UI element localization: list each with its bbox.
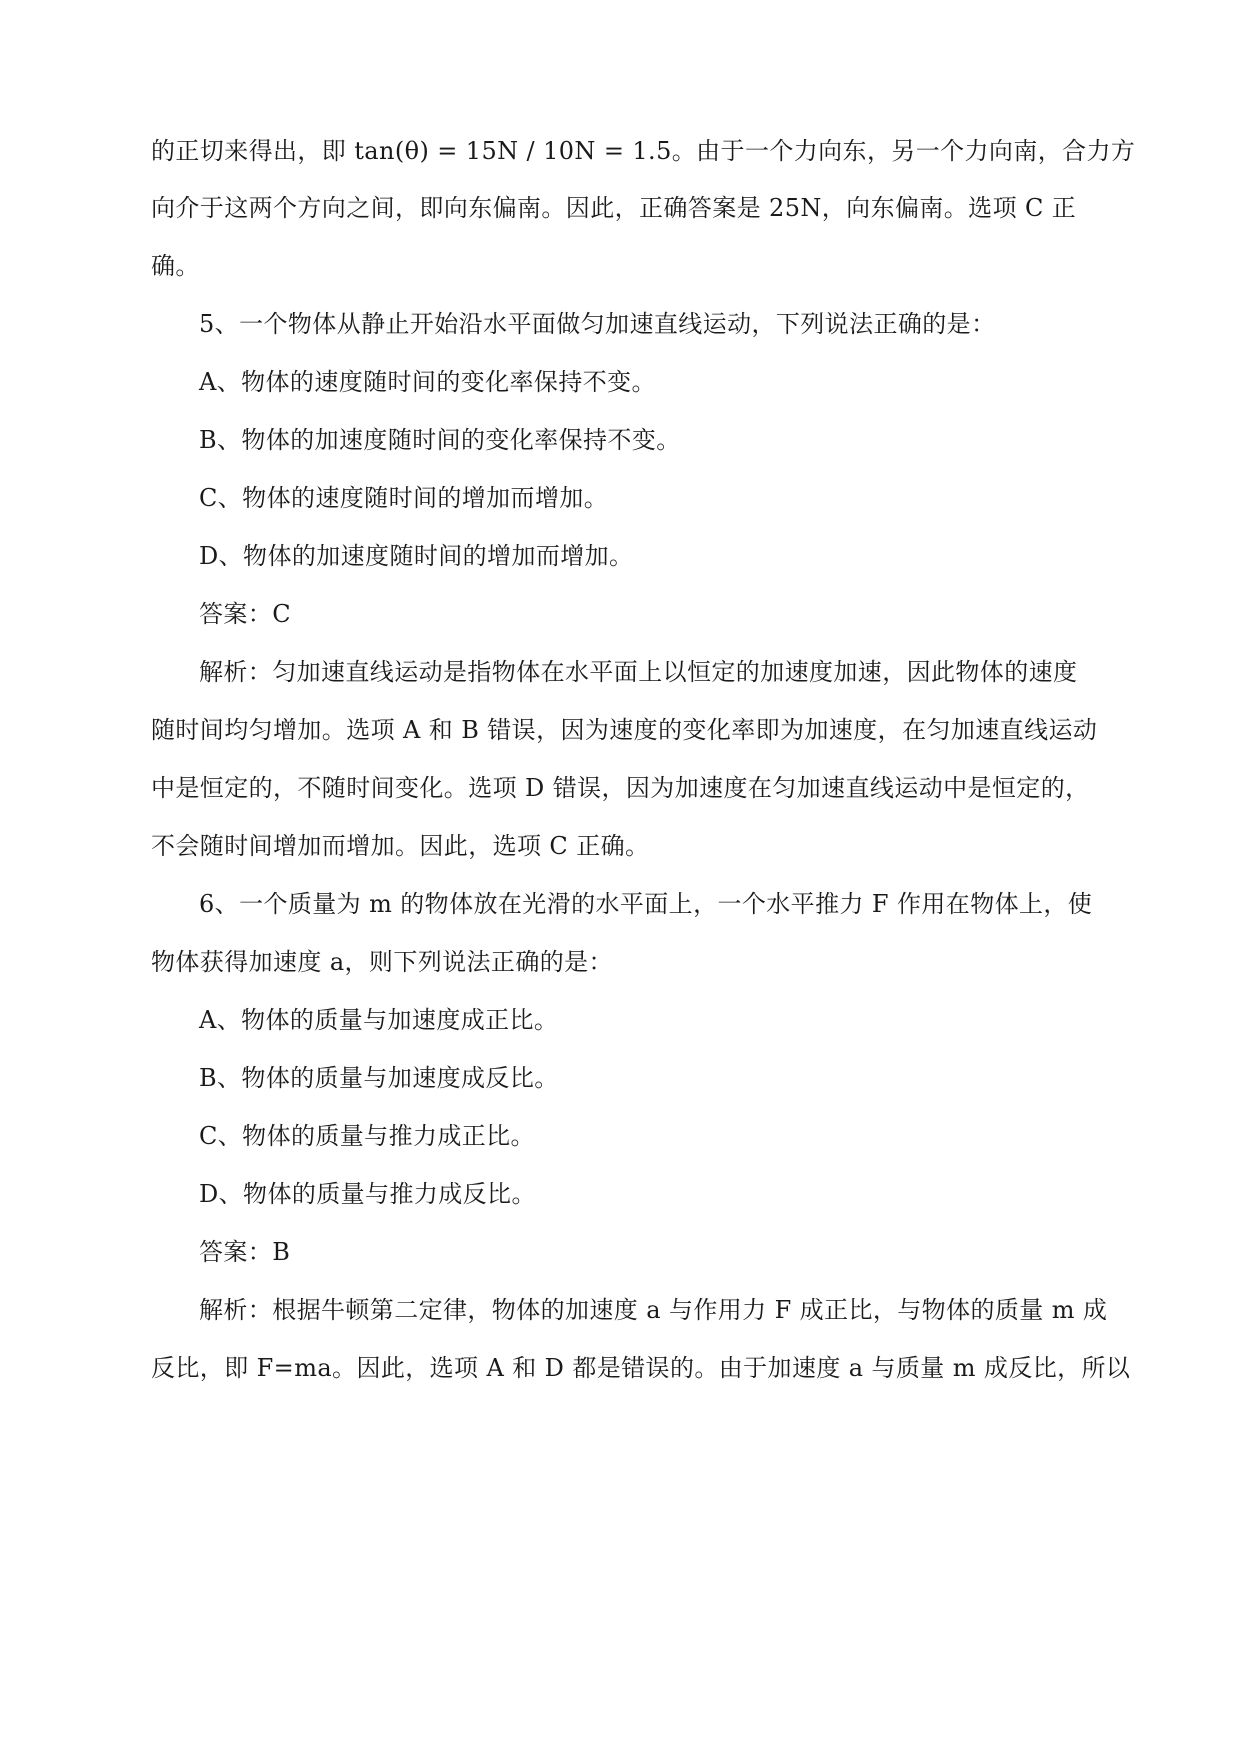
- question-6-stem-line-1: 6、一个质量为 m 的物体放在光滑的水平面上，一个水平推力 F 作用在物体上，使: [199, 890, 1093, 918]
- prev-analysis-line-2: 向介于这两个方向之间，即向东偏南。因此，正确答案是 25N，向东偏南。选项 C 正: [151, 194, 1077, 222]
- question-6-option-d: D、物体的质量与推力成反比。: [199, 1180, 536, 1208]
- question-6-option-a: A、物体的质量与加速度成正比。: [199, 1006, 559, 1034]
- prev-analysis-line-3: 确。: [151, 252, 200, 280]
- question-6-analysis-line-1: 解析：根据牛顿第二定律，物体的加速度 a 与作用力 F 成正比，与物体的质量 m 成: [199, 1296, 1108, 1324]
- question-5-analysis-line-4: 不会随时间增加而增加。因此，选项 C 正确。: [151, 832, 650, 860]
- question-6-answer: 答案：B: [199, 1238, 291, 1266]
- question-6-option-c: C、物体的质量与推力成正比。: [199, 1122, 535, 1150]
- question-6-option-b: B、物体的质量与加速度成反比。: [199, 1064, 559, 1092]
- question-6-analysis-line-2: 反比，即 F=ma。因此，选项 A 和 D 都是错误的。由于加速度 a 与质量 m 成反比，所以: [151, 1354, 1131, 1382]
- question-5-analysis-line-2: 随时间均匀增加。选项 A 和 B 错误，因为速度的变化率即为加速度，在匀加速直线运动: [151, 716, 1098, 744]
- question-5-option-d: D、物体的加速度随时间的增加而增加。: [199, 542, 634, 570]
- question-5-answer: 答案：C: [199, 600, 291, 628]
- question-5-option-a: A、物体的速度随时间的变化率保持不变。: [199, 368, 656, 396]
- question-5-stem: 5、一个物体从静止开始沿水平面做匀加速直线运动，下列说法正确的是：: [199, 310, 996, 338]
- question-5-analysis-line-1: 解析：匀加速直线运动是指物体在水平面上以恒定的加速度加速，因此物体的速度: [199, 658, 1078, 686]
- question-5-analysis-line-3: 中是恒定的，不随时间变化。选项 D 错误，因为加速度在匀加速直线运动中是恒定的，: [151, 774, 1090, 802]
- question-6-stem-line-2: 物体获得加速度 a，则下列说法正确的是：: [151, 948, 613, 976]
- prev-analysis-line-1: 的正切来得出，即 tan(θ) = 15N / 10N = 1.5。由于一个力向东，另一个力向南，合力方: [151, 137, 1136, 165]
- question-5-option-b: B、物体的加速度随时间的变化率保持不变。: [199, 426, 681, 454]
- question-5-option-c: C、物体的速度随时间的增加而增加。: [199, 484, 609, 512]
